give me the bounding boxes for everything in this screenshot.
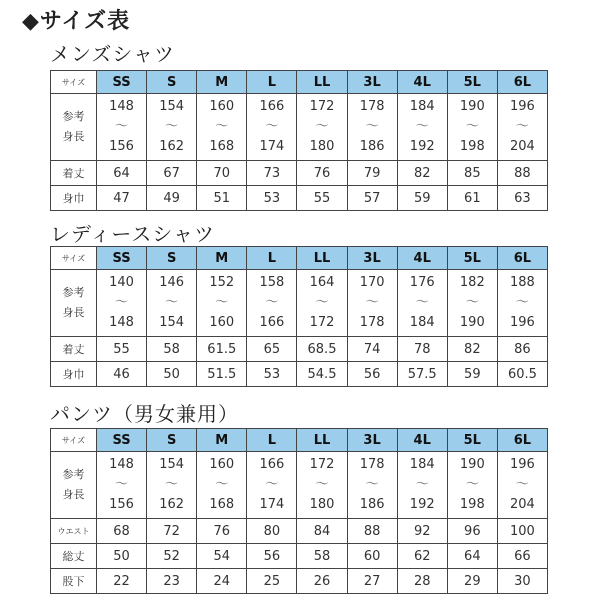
tilde: ～: [115, 295, 129, 310]
size-header-cell: 6L: [497, 429, 547, 452]
size-header-cell: LL: [297, 71, 347, 94]
measure-row: [51, 161, 548, 186]
size-header-cell: LL: [297, 247, 347, 270]
measure-label: 総丈: [51, 544, 97, 569]
tilde: ～: [315, 295, 329, 310]
tilde: ～: [415, 477, 429, 492]
height-row-label: [51, 270, 97, 337]
height-range-cell: [397, 452, 447, 519]
tilde: ～: [365, 119, 379, 134]
height-label-line: 身長: [62, 130, 85, 143]
height-min: 188: [510, 275, 535, 290]
measure-value: 67: [147, 161, 197, 186]
height-max: 168: [209, 497, 235, 512]
tilde: ～: [365, 295, 379, 310]
measure-value: 70: [197, 161, 247, 186]
tilde: ～: [365, 477, 379, 492]
measure-value: 47: [97, 186, 147, 211]
height-max: 196: [510, 315, 535, 330]
mens-shirt-table: [50, 70, 548, 211]
height-min: 154: [159, 99, 185, 114]
measure-value: 62: [397, 544, 447, 569]
measure-value: 86: [497, 337, 547, 362]
measure-row: [51, 186, 548, 211]
measure-value: 53: [247, 186, 297, 211]
tilde: ～: [165, 295, 179, 310]
tilde: ～: [115, 477, 129, 492]
measure-value: 57.5: [397, 362, 447, 387]
height-min: 152: [209, 275, 235, 290]
size-header-cell: 3L: [347, 71, 397, 94]
height-max: 174: [259, 139, 285, 154]
tilde: ～: [515, 295, 529, 310]
measure-value: 51.5: [197, 362, 247, 387]
measure-value: 53: [247, 362, 297, 387]
measure-value: 50: [147, 362, 197, 387]
height-range-cell: [247, 270, 297, 337]
height-max: 172: [309, 315, 335, 330]
height-max: 192: [409, 497, 435, 512]
size-header-cell: M: [197, 71, 247, 94]
tilde: ～: [215, 119, 229, 134]
measure-value: 78: [397, 337, 447, 362]
height-min: 170: [359, 275, 385, 290]
measure-value: 27: [347, 569, 397, 594]
height-max: 204: [510, 139, 535, 154]
measure-value: 55: [297, 186, 347, 211]
height-range-cell: [147, 452, 197, 519]
height-range-cell: [347, 452, 397, 519]
height-row-label: [51, 452, 97, 519]
size-header-cell: LL: [297, 429, 347, 452]
height-max: 162: [159, 497, 185, 512]
measure-value: 59: [447, 362, 497, 387]
size-header-cell: M: [197, 247, 247, 270]
measure-value: 28: [397, 569, 447, 594]
measure-row: [51, 337, 548, 362]
height-range-cell: [297, 452, 347, 519]
measure-value: 56: [247, 544, 297, 569]
size-header-cell: L: [247, 429, 297, 452]
size-header-cell: 4L: [397, 429, 447, 452]
measure-value: 58: [297, 544, 347, 569]
header-row: [51, 429, 548, 452]
height-min: 148: [109, 457, 134, 472]
measure-value: 65: [247, 337, 297, 362]
height-min: 164: [309, 275, 335, 290]
measure-value: 59: [397, 186, 447, 211]
height-max: 204: [510, 497, 535, 512]
measure-value: 85: [447, 161, 497, 186]
height-range-cell: [197, 452, 247, 519]
size-header-cell: L: [247, 247, 297, 270]
height-max: 148: [109, 315, 134, 330]
height-min: 172: [309, 99, 335, 114]
height-row: [51, 94, 548, 161]
measure-label: 身巾: [51, 362, 97, 387]
height-max: 184: [409, 315, 435, 330]
measure-label: 着丈: [51, 161, 97, 186]
measure-value: 54.5: [297, 362, 347, 387]
size-header-cell: 3L: [347, 429, 397, 452]
height-max: 198: [459, 139, 485, 154]
measure-value: 24: [197, 569, 247, 594]
height-min: 184: [409, 99, 435, 114]
size-header-cell: L: [247, 71, 297, 94]
height-max: 198: [459, 497, 485, 512]
height-min: 178: [359, 457, 385, 472]
measure-value: 26: [297, 569, 347, 594]
height-range-cell: [347, 270, 397, 337]
size-header-cell: 3L: [347, 247, 397, 270]
height-min: 148: [109, 99, 134, 114]
measure-value: 60.5: [497, 362, 547, 387]
measure-row: [51, 569, 548, 594]
tilde: ～: [215, 477, 229, 492]
measure-value: 50: [97, 544, 147, 569]
measure-value: 84: [297, 519, 347, 544]
measure-value: 96: [447, 519, 497, 544]
measure-value: 68: [97, 519, 147, 544]
height-min: 166: [259, 457, 285, 472]
size-header-cell: 5L: [447, 247, 497, 270]
height-max: 180: [309, 497, 335, 512]
tilde: ～: [265, 295, 279, 310]
height-range-cell: [197, 94, 247, 161]
measure-value: 76: [297, 161, 347, 186]
height-range-cell: [397, 270, 447, 337]
tilde: ～: [465, 119, 479, 134]
measure-value: 73: [247, 161, 297, 186]
size-corner-label: サイズ: [51, 71, 97, 94]
height-max: 180: [309, 139, 335, 154]
height-max: 186: [359, 497, 385, 512]
height-max: 156: [109, 497, 134, 512]
height-row: [51, 270, 548, 337]
height-max: 190: [459, 315, 485, 330]
measure-value: 63: [497, 186, 547, 211]
tilde: ～: [465, 477, 479, 492]
measure-label: 着丈: [51, 337, 97, 362]
height-range-cell: [297, 270, 347, 337]
measure-value: 88: [497, 161, 547, 186]
size-header-cell: SS: [97, 429, 147, 452]
measure-value: 61.5: [197, 337, 247, 362]
height-max: 166: [259, 315, 285, 330]
measure-value: 58: [147, 337, 197, 362]
size-header-cell: 4L: [397, 247, 447, 270]
header-row: [51, 71, 548, 94]
height-row: [51, 452, 548, 519]
height-min: 178: [359, 99, 385, 114]
measure-value: 68.5: [297, 337, 347, 362]
height-min: 196: [510, 457, 535, 472]
height-min: 154: [159, 457, 185, 472]
height-range-cell: [97, 270, 147, 337]
size-header-cell: 6L: [497, 71, 547, 94]
height-range-cell: [247, 94, 297, 161]
height-min: 182: [459, 275, 485, 290]
height-max: 192: [409, 139, 435, 154]
height-max: 186: [359, 139, 385, 154]
measure-value: 61: [447, 186, 497, 211]
height-max: 174: [259, 497, 285, 512]
tilde: ～: [515, 477, 529, 492]
tilde: ～: [465, 295, 479, 310]
height-range-cell: [497, 94, 547, 161]
measure-row: [51, 362, 548, 387]
measure-value: 66: [497, 544, 547, 569]
measure-value: 76: [197, 519, 247, 544]
tilde: ～: [415, 119, 429, 134]
height-min: 158: [259, 275, 285, 290]
measure-value: 100: [497, 519, 547, 544]
height-range-cell: [447, 94, 497, 161]
measure-label: 身巾: [51, 186, 97, 211]
height-max: 178: [359, 315, 385, 330]
measure-value: 72: [147, 519, 197, 544]
measure-value: 88: [347, 519, 397, 544]
measure-value: 92: [397, 519, 447, 544]
height-label-line: 参考: [62, 110, 85, 123]
size-header-cell: SS: [97, 71, 147, 94]
mens-shirt-title: メンズシャツ: [50, 42, 175, 66]
measure-row: [51, 544, 548, 569]
height-label-line: 参考: [62, 286, 85, 299]
size-header-cell: S: [147, 429, 197, 452]
height-range-cell: [197, 270, 247, 337]
tilde: ～: [315, 119, 329, 134]
height-min: 160: [209, 99, 235, 114]
measure-value: 80: [247, 519, 297, 544]
height-min: 172: [309, 457, 335, 472]
tilde: ～: [265, 477, 279, 492]
measure-value: 51: [197, 186, 247, 211]
height-max: 168: [209, 139, 235, 154]
measure-value: 82: [397, 161, 447, 186]
tilde: ～: [215, 295, 229, 310]
height-range-cell: [297, 94, 347, 161]
size-corner-label: サイズ: [51, 247, 97, 270]
size-header-cell: M: [197, 429, 247, 452]
measure-value: 64: [447, 544, 497, 569]
tilde: ～: [265, 119, 279, 134]
tilde: ～: [415, 295, 429, 310]
pants-title: パンツ（男女兼用）: [50, 402, 239, 426]
measure-value: 74: [347, 337, 397, 362]
measure-value: 49: [147, 186, 197, 211]
measure-value: 54: [197, 544, 247, 569]
height-max: 156: [109, 139, 134, 154]
height-range-cell: [447, 452, 497, 519]
ladies-shirt-title: レディースシャツ: [50, 222, 215, 246]
measure-label: 股下: [51, 569, 97, 594]
size-header-cell: SS: [97, 247, 147, 270]
size-header-cell: 6L: [497, 247, 547, 270]
height-min: 160: [209, 457, 235, 472]
tilde: ～: [165, 477, 179, 492]
header-row: [51, 247, 548, 270]
measure-value: 29: [447, 569, 497, 594]
height-range-cell: [347, 94, 397, 161]
tilde: ～: [315, 477, 329, 492]
size-header-cell: 4L: [397, 71, 447, 94]
height-max: 160: [209, 315, 235, 330]
measure-value: 30: [497, 569, 547, 594]
size-header-cell: 5L: [447, 71, 497, 94]
measure-value: 22: [97, 569, 147, 594]
measure-label: ウエスト: [51, 519, 97, 544]
measure-value: 57: [347, 186, 397, 211]
height-range-cell: [247, 452, 297, 519]
height-range-cell: [97, 94, 147, 161]
height-range-cell: [447, 270, 497, 337]
height-min: 184: [409, 457, 435, 472]
ladies-shirt-table: [50, 246, 548, 387]
measure-value: 82: [447, 337, 497, 362]
height-range-cell: [497, 270, 547, 337]
tilde: ～: [115, 119, 129, 134]
measure-value: 60: [347, 544, 397, 569]
measure-value: 23: [147, 569, 197, 594]
height-max: 162: [159, 139, 185, 154]
height-row-label: [51, 94, 97, 161]
height-min: 146: [159, 275, 185, 290]
measure-value: 56: [347, 362, 397, 387]
size-corner-label: サイズ: [51, 429, 97, 452]
size-header-cell: 5L: [447, 429, 497, 452]
height-range-cell: [397, 94, 447, 161]
height-range-cell: [497, 452, 547, 519]
measure-value: 64: [97, 161, 147, 186]
height-min: 190: [459, 457, 485, 472]
measure-row: [51, 519, 548, 544]
measure-value: 55: [97, 337, 147, 362]
height-label-line: 参考: [62, 468, 85, 481]
page-title: ◆サイズ表: [22, 9, 131, 34]
height-range-cell: [97, 452, 147, 519]
tilde: ～: [165, 119, 179, 134]
size-header-cell: S: [147, 71, 197, 94]
height-range-cell: [147, 94, 197, 161]
height-min: 176: [409, 275, 435, 290]
height-min: 140: [109, 275, 134, 290]
height-range-cell: [147, 270, 197, 337]
measure-value: 46: [97, 362, 147, 387]
height-label-line: 身長: [62, 488, 85, 501]
tilde: ～: [515, 119, 529, 134]
pants-table: [50, 428, 548, 594]
height-min: 190: [459, 99, 485, 114]
height-max: 154: [159, 315, 185, 330]
measure-value: 52: [147, 544, 197, 569]
measure-value: 25: [247, 569, 297, 594]
height-min: 166: [259, 99, 285, 114]
height-min: 196: [510, 99, 535, 114]
height-label-line: 身長: [62, 306, 85, 319]
size-header-cell: S: [147, 247, 197, 270]
measure-value: 79: [347, 161, 397, 186]
